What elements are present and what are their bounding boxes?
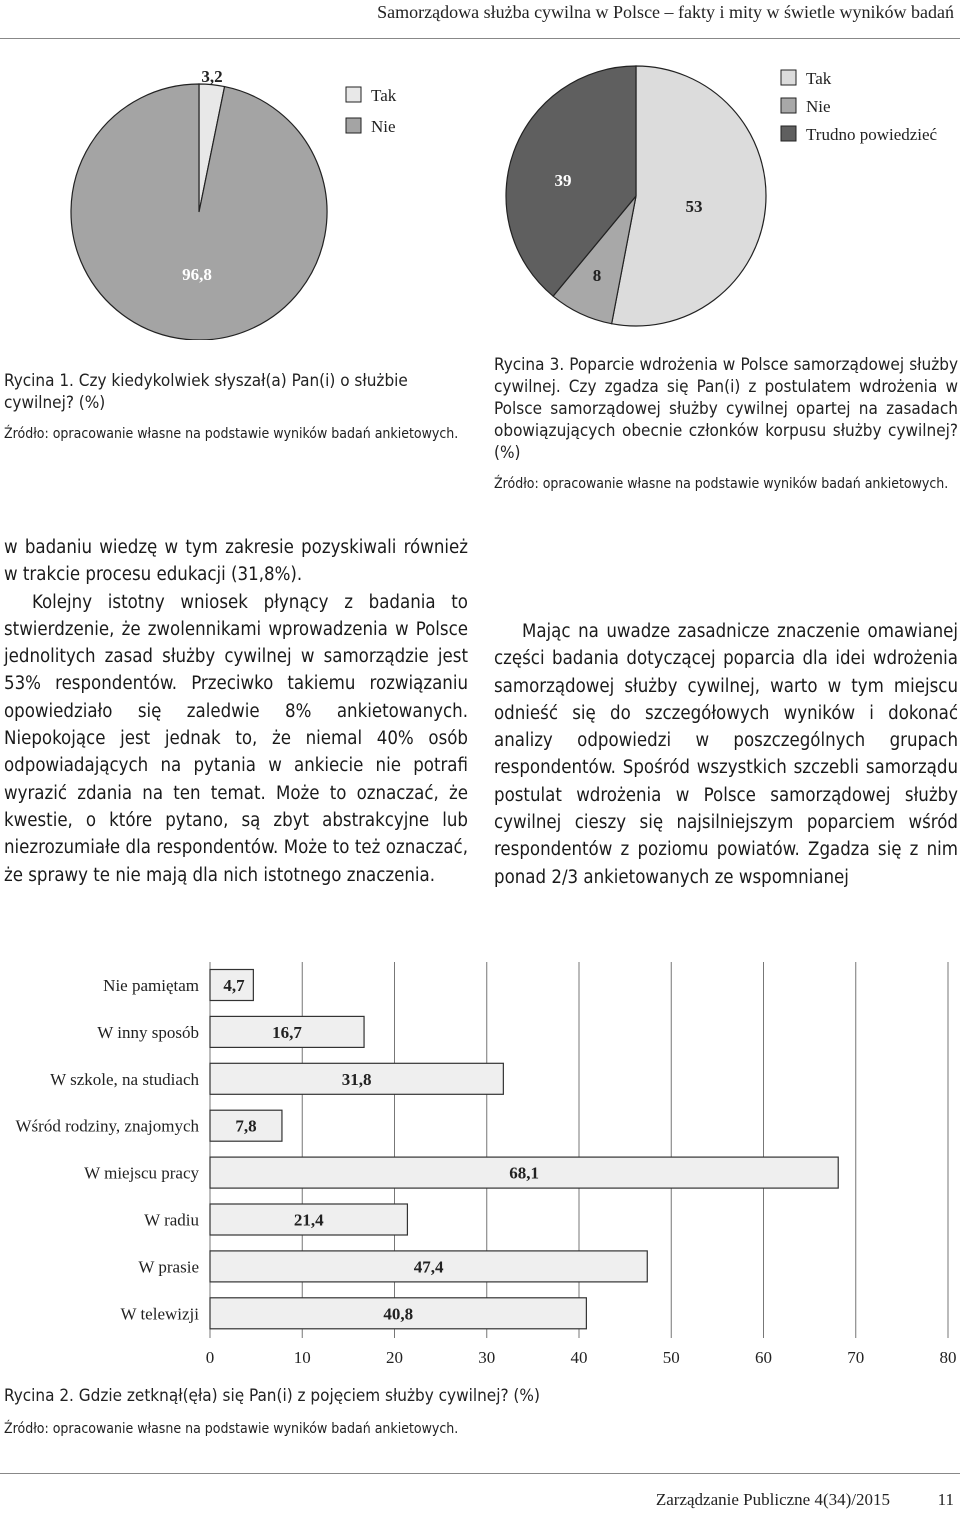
left-column-text bbox=[4, 534, 468, 889]
figure1-pie-chart bbox=[0, 40, 470, 340]
category-label: W inny sposób bbox=[97, 1022, 199, 1042]
pie3-value-label: 8 bbox=[592, 266, 602, 285]
pie3-legend-label: Trudno powiedzieć bbox=[806, 125, 938, 144]
left-paragraph-1: w badaniu wiedzę w tym zakresie pozyskiwali również w trakcie procesu edukacji (31,8%). bbox=[4, 537, 468, 586]
pie3-value-label: 53 bbox=[685, 197, 703, 216]
pie1-legend-label: Nie bbox=[371, 117, 396, 136]
journal-footer: Zarządzanie Publiczne 4(34)/2015 bbox=[655, 1490, 890, 1509]
figure1-caption: Rycina 1. Czy kiedykolwiek słyszał(a) Pan(i) o służbie cywilnej? (%) bbox=[4, 371, 408, 413]
category-label: W prasie bbox=[138, 1257, 199, 1277]
figure3-source: Źródło: opracowanie własne na podstawie wyników badań ankietowych. bbox=[494, 476, 949, 492]
x-tick-label: 40 bbox=[570, 1348, 588, 1367]
bar-value-label: 16,7 bbox=[272, 1022, 302, 1042]
pie3-value-label: 39 bbox=[554, 171, 572, 190]
category-label: W szkole, na studiach bbox=[50, 1069, 199, 1089]
bar-value-label: 47,4 bbox=[413, 1257, 444, 1277]
pie1-legend-label: Tak bbox=[371, 86, 397, 105]
figure3-caption-block bbox=[494, 354, 958, 494]
bar-value-label: 7,8 bbox=[235, 1116, 257, 1136]
figure2-source: Źródło: opracowanie własne na podstawie wyników badań ankietowych. bbox=[4, 1421, 459, 1437]
bar-value-label: 4,7 bbox=[223, 976, 245, 995]
pie1-legend-swatch bbox=[346, 87, 361, 102]
x-tick-label: 50 bbox=[662, 1348, 680, 1367]
footer-rule bbox=[0, 1473, 960, 1474]
pie3-legend-swatch bbox=[781, 98, 796, 113]
category-label: Nie pamiętam bbox=[103, 976, 199, 995]
x-tick-label: 10 bbox=[293, 1348, 311, 1367]
x-tick-label: 70 bbox=[847, 1348, 865, 1367]
bar-value-label: 68,1 bbox=[509, 1163, 539, 1183]
pie3-legend-label: Nie bbox=[806, 97, 831, 116]
pie3-legend-swatch bbox=[781, 126, 796, 141]
x-tick-label: 30 bbox=[478, 1348, 496, 1367]
x-tick-label: 0 bbox=[205, 1348, 215, 1367]
figure3-caption: Rycina 3. Poparcie wdrożenia w Polsce samorządowej służby cywilnej. Czy zgadza się Pan(i) z postulatem wdrożenia w Polsce samorządowej służby cywilnej opartej na zasadach obowiązujących obecnie członków korpusu służby cywilnej? (%) bbox=[494, 355, 958, 463]
figure2-bar-chart bbox=[0, 955, 960, 1380]
pie3-legend-swatch bbox=[781, 70, 796, 85]
right-paragraph-1: Mając na uwadze zasadnicze znaczenie omawianej części badania dotyczącej poparcia dla idei wdrożenia samorządowej służby cywilnej, warto w tym miejscu odnieść się do szczegółowych wyników i dokonać analizy odpowiedzi w poszczególnych grupach respondentów. Spośród wszystkich szczebli samorządu postulat wdrożenia w Polsce samorządowej służby cywilnej cieszy się najsilniejszym poparciem wśród respondentów z poziomu powiatów. Zgadza się z nim ponad 2/3 ankietowanych ze wspomnianej bbox=[494, 621, 958, 888]
bar-value-label: 31,8 bbox=[341, 1069, 372, 1089]
left-paragraph-2: Kolejny istotny wniosek płynący z badania to stwierdzenie, że zwolennikami wprowadzenia w Polsce jednolitych zasad służby cywilnej w samorządzie jest 53% respondentów. Przeciwko takiemu rozwiązaniu opowiedziało się zaledwie 8% ankietowanych. Niepokojące jest jednak to, że niemal 40% osób odpowiadających na pytania w ankiecie nie potrafi wyrazić zdania na ten temat. Może to oznaczać, że kwestie, o które pytano, są zbyt abstrakcyjne lub niezrozumiałe dla respondentów. Może to też oznaczać, że sprawy te nie mają dla nich istotnego znaczenia. bbox=[4, 591, 468, 886]
pie1-value-label: 96,8 bbox=[182, 265, 212, 284]
right-column-text bbox=[494, 618, 958, 891]
pie1-slice-nie bbox=[71, 84, 327, 340]
x-tick-label: 60 bbox=[755, 1348, 772, 1367]
category-label: W telewizji bbox=[120, 1304, 199, 1324]
running-head: Samorządowa służba cywilna w Polsce – fakty i mity w świetle wyników badań bbox=[377, 2, 954, 22]
bar-value-label: 21,4 bbox=[293, 1210, 324, 1230]
pie1-value-label: 3,2 bbox=[201, 67, 223, 86]
category-label: W miejscu pracy bbox=[84, 1163, 199, 1183]
category-label: W radiu bbox=[144, 1210, 199, 1230]
figure3-pie-chart bbox=[480, 40, 960, 340]
pie3-legend-label: Tak bbox=[806, 69, 832, 88]
category-label: Wśród rodziny, znajomych bbox=[15, 1116, 199, 1136]
header-rule bbox=[0, 38, 960, 39]
figure2-caption: Rycina 2. Gdzie zetknął(ęła) się Pan(i) z pojęciem służby cywilnej? (%) bbox=[4, 1386, 540, 1406]
page-number: 11 bbox=[937, 1490, 954, 1509]
figure2-caption-block bbox=[4, 1385, 954, 1439]
figure1-source: Źródło: opracowanie własne na podstawie wyników badań ankietowych. bbox=[4, 426, 459, 442]
x-tick-label: 80 bbox=[939, 1348, 957, 1367]
x-tick-label: 20 bbox=[386, 1348, 403, 1367]
pie1-legend-swatch bbox=[346, 118, 361, 133]
bar-value-label: 40,8 bbox=[383, 1304, 414, 1324]
figure1-caption-block bbox=[4, 370, 468, 444]
